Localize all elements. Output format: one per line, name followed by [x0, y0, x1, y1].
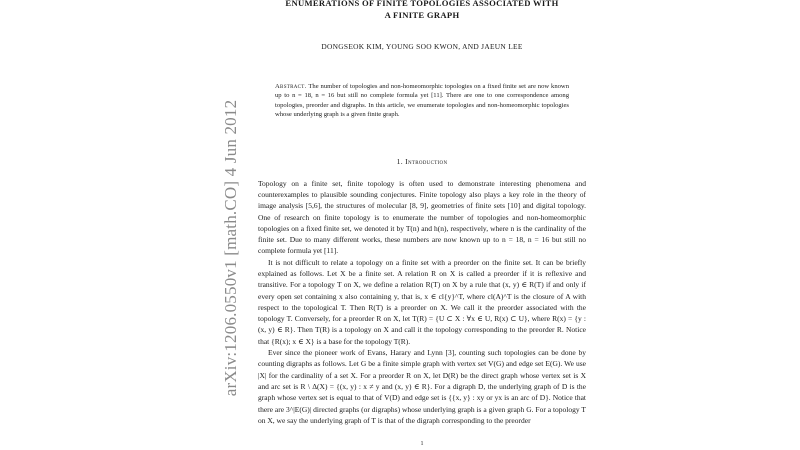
intro-paragraph-2: It is not difficult to relate a topology on a finite set with a preorder on the finite set. It can be briefly explained as follows. Let X be a finite set. A relation R on X is called a preorder if it is reflexive and transitive. For a topology T on X, we define a relation R(T) on X by a rule that (x, y) ∈ R(T) if and only if every open set containing x also containing y, that is, x ∈ cl{y}^T, where cl(A)^T is the closure of A with respect to the topological T. Then R(T) is a preorder on X. We call it the preorder associated with the topology T. Conversely, for a preorder R on X, let T(R) = {U ⊂ X : ∀x ∈ U, R(x) ⊂ U}, where R(x) = {y : (x, y) ∈ R}. Then T(R) is a topology on X and call it the topology corresponding to the preorder R. Notice that {R(x); x ∈ X} is a base for the topology T(R). [258, 257, 586, 346]
page-number: 1 [420, 441, 424, 447]
title-line-1: ENUMERATIONS OF FINITE TOPOLOGIES ASSOCIATED WITH [285, 0, 559, 8]
title-line-2: A FINITE GRAPH [384, 9, 460, 20]
abstract-text: The number of topologies and non-homeomorphic topologies on a fixed finite set are now known up to n = 18, n = 16 but still no complete formula yet [11]. There are one to one correspondence among topologies, preorder and digraphs. In this article, we enumerate topologies and non-homeomorphic topologies whose underlying graph is a given finite graph. [275, 83, 569, 119]
section-heading [258, 157, 586, 166]
abstract [275, 82, 569, 120]
paper-page [258, 0, 586, 426]
author-list: DONGSEOK KIM, YOUNG SOO KWON, AND JAEUN LEE [321, 42, 523, 51]
section-title: Introduction [405, 156, 448, 166]
paper-title [258, 0, 586, 21]
arxiv-identifier: arXiv:1206.0550v1 [math.CO] 4 Jun 2012 [221, 99, 240, 397]
intro-paragraph-1: Topology on a finite set, finite topology is often used to demonstrate interesting phenomena and counterexamples to plausible sounding conjectures. Finite topology also plays a key role in the theory of image analysis [5,6], the structures of molecular [8, 9], geometries of finite sets [10] and digital topology. One of research on finite topology is to enumerate the number of topologies and non-homeomorphic topologies on a fixed finite set, we denoted it by T(n) and h(n), respectively, where n is the cardinality of the finite set. Due to many different works, these numbers are now known up to n = 18, n = 16 but still no complete formula yet [11]. [258, 178, 586, 256]
abstract-label: Abstract. [275, 83, 307, 90]
section-number: 1. [396, 156, 403, 166]
intro-paragraph-3: Ever since the pioneer work of Evans, Harary and Lynn [3], counting such topologies can be done by counting digraphs as follows. Let G be a finite simple graph with vertex set V(G) and edge set E(G). We use |X| for the cardinality of a set X. For a preorder R on X, let D(R) be the direct graph whose vertex set is X and arc set is R \ Δ(X) = {(x, y) : x ≠ y and (x, y) ∈ R}. For a digraph D, the underlying graph of D is the graph whose vertex set is equal to that of V(D) and edge set is {{x, y} : xy or yx is an arc of D}. Notice that there are 3^|E(G)| directed graphs (or digraphs) whose underlying graph is a given graph G. For a topology T on X, we say the underlying graph of T is that of the digraph corresponding to the preorder [258, 348, 586, 425]
